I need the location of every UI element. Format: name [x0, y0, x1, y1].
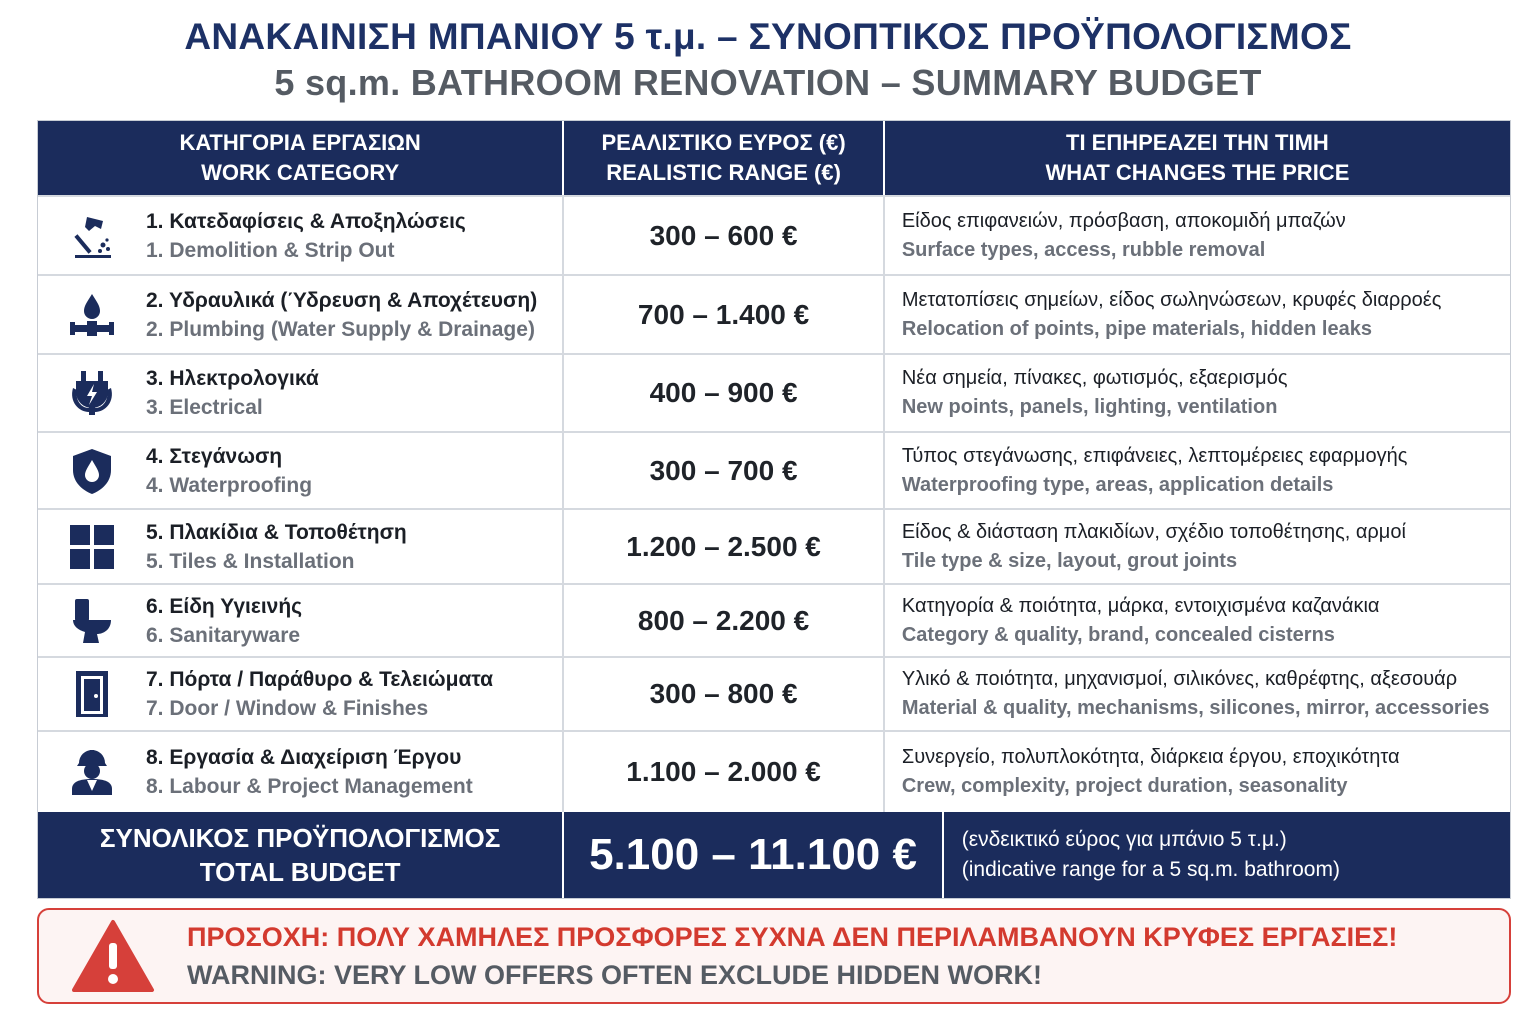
- header-range-gr: ΡΕΑΛΙΣΤΙΚΟ ΕΥΡΟΣ (€): [601, 130, 846, 155]
- row-range: 400 – 900 €: [564, 355, 885, 431]
- budget-table: [37, 120, 1511, 899]
- factors-gr: Τύπος στεγάνωσης, επιφάνειες, λεπτομέρειες εφαρμογής: [901, 444, 1408, 467]
- total-range: 5.100 – 11.100 €: [564, 812, 943, 898]
- factors-gr: Είδος επιφανειών, πρόσβαση, αποκομιδή μπαζών: [901, 209, 1346, 232]
- row-range: 1.100 – 2.000 €: [564, 732, 885, 812]
- total-label: [38, 812, 564, 898]
- header-range-en: REALISTIC RANGE (€): [606, 160, 841, 185]
- row-category: [38, 433, 564, 508]
- total-note-en: (indicative range for a 5 sq.m. bathroom): [961, 858, 1340, 881]
- table-row: [38, 508, 1510, 583]
- hammer-demolition-icon: [38, 211, 146, 261]
- row-factors: [885, 433, 1510, 508]
- category-name-en: 3. Electrical: [146, 396, 263, 419]
- category-name-gr: 8. Εργασία & Διαχείριση Έργου: [146, 746, 462, 769]
- warning-triangle-icon: [39, 919, 187, 993]
- row-category: [38, 276, 564, 353]
- row-factors: [885, 658, 1510, 730]
- category-name-gr: 2. Υδραυλικά (Ύδρευση & Αποχέτευση): [146, 288, 538, 312]
- category-name-en: 1. Demolition & Strip Out: [146, 238, 395, 262]
- factors-en: Category & quality, brand, concealed cisterns: [901, 623, 1335, 646]
- category-name-en: 2. Plumbing (Water Supply & Drainage): [146, 317, 535, 341]
- row-category: [38, 658, 564, 730]
- header-category-gr: ΚΑΤΗΓΟΡΙΑ ΕΡΓΑΣΙΩΝ: [179, 130, 421, 155]
- row-factors: [885, 510, 1510, 583]
- warning-text-en: WARNING: VERY LOW OFFERS OFTEN EXCLUDE HIDDEN WORK!: [187, 960, 1042, 990]
- row-category: [38, 510, 564, 583]
- category-name-en: 6. Sanitaryware: [146, 623, 301, 647]
- row-factors: [885, 585, 1510, 656]
- category-name-gr: 7. Πόρτα / Παράθυρο & Τελειώματα: [146, 668, 494, 691]
- table-row: [38, 274, 1510, 353]
- row-factors: [885, 732, 1510, 812]
- factors-gr: Υλικό & ποιότητα, μηχανισμοί, σιλικόνες, καθρέφτης, αξεσουάρ: [901, 668, 1458, 690]
- row-factors: [885, 355, 1510, 431]
- factors-en: Material & quality, mechanisms, silicones, mirror, accessories: [901, 697, 1490, 719]
- table-row: [38, 656, 1510, 730]
- header-range: [564, 121, 885, 195]
- row-factors: [885, 197, 1510, 274]
- category-name-en: 8. Labour & Project Management: [146, 775, 473, 798]
- row-range: 1.200 – 2.500 €: [564, 510, 885, 583]
- page-subtitle: 5 sq.m. BATHROOM RENOVATION – SUMMARY BUDGET: [274, 62, 1262, 103]
- factors-gr: Είδος & διάσταση πλακιδίων, σχέδιο τοποθέτησης, αρμοί: [901, 520, 1406, 543]
- factors-en: Relocation of points, pipe materials, hidden leaks: [901, 317, 1372, 340]
- factors-en: Tile type & size, layout, grout joints: [901, 549, 1238, 572]
- row-category: [38, 197, 564, 274]
- worker-helmet-icon: [38, 747, 146, 797]
- electric-plug-icon: [38, 368, 146, 418]
- total-label-en: TOTAL BUDGET: [199, 857, 401, 887]
- toilet-icon: [38, 596, 146, 646]
- table-header: [38, 121, 1510, 195]
- table-row: [38, 353, 1510, 431]
- table-row: [38, 195, 1510, 274]
- category-name-en: 7. Door / Window & Finishes: [146, 697, 429, 720]
- header-factors-gr: ΤΙ ΕΠΗΡΕΑΖΕΙ ΤΗΝ ΤΙΜΗ: [1066, 130, 1329, 155]
- header-category-en: WORK CATEGORY: [201, 160, 400, 185]
- category-name-gr: 5. Πλακίδια & Τοποθέτηση: [146, 520, 407, 544]
- factors-gr: Νέα σημεία, πίνακες, φωτισμός, εξαερισμός: [901, 367, 1288, 389]
- table-row: [38, 730, 1510, 812]
- total-label-gr: ΣΥΝΟΛΙΚΟΣ ΠΡΟΫΠΟΛΟΓΙΣΜΟΣ: [99, 823, 501, 853]
- row-category: [38, 585, 564, 656]
- row-range: 300 – 600 €: [564, 197, 885, 274]
- category-name-gr: 1. Κατεδαφίσεις & Αποξηλώσεις: [146, 209, 466, 233]
- header-factors-en: WHAT CHANGES THE PRICE: [1045, 160, 1350, 185]
- category-name-en: 5. Tiles & Installation: [146, 549, 355, 573]
- table-row: [38, 431, 1510, 508]
- row-category: [38, 355, 564, 431]
- row-range: 800 – 2.200 €: [564, 585, 885, 656]
- warning-text-gr: ΠΡΟΣΟΧΗ: ΠΟΛΥ ΧΑΜΗΛΕΣ ΠΡΟΣΦΟΡΕΣ ΣΥΧΝΑ ΔΕΝ ΠΕΡΙΛΑΜΒΑΝΟΥΝ ΚΡΥΦΕΣ ΕΡΓΑΣΙΕΣ!: [187, 922, 1398, 952]
- total-note-gr: (ενδεικτικό εύρος για μπάνιο 5 τ.μ.): [961, 828, 1287, 851]
- category-name-gr: 4. Στεγάνωση: [146, 444, 283, 468]
- total-note: [944, 812, 1510, 898]
- total-row: [38, 812, 1510, 898]
- category-name-gr: 6. Είδη Υγιεινής: [146, 594, 303, 618]
- row-category: [38, 732, 564, 812]
- header-factors: [885, 121, 1510, 195]
- plumbing-pipe-icon: [38, 290, 146, 340]
- table-row: [38, 583, 1510, 656]
- category-name-gr: 3. Ηλεκτρολογικά: [146, 367, 319, 390]
- row-range: 300 – 800 €: [564, 658, 885, 730]
- factors-gr: Κατηγορία & ποιότητα, μάρκα, εντοιχισμένα καζανάκια: [901, 594, 1380, 617]
- row-factors: [885, 276, 1510, 353]
- page-title: ΑΝΑΚΑΙΝΙΣΗ ΜΠΑΝΙΟΥ 5 τ.μ. – ΣΥΝΟΠΤΙΚΟΣ ΠΡΟΫΠΟΛΟΓΙΣΜΟΣ: [184, 16, 1352, 57]
- warning-box: [37, 908, 1511, 1004]
- factors-en: Surface types, access, rubble removal: [901, 238, 1266, 261]
- row-range: 700 – 1.400 €: [564, 276, 885, 353]
- factors-gr: Μετατοπίσεις σημείων, είδος σωληνώσεων, κρυφές διαρροές: [901, 288, 1442, 311]
- tiles-icon: [38, 522, 146, 572]
- category-name-en: 4. Waterproofing: [146, 473, 313, 497]
- door-icon: [38, 669, 146, 719]
- header-category: [38, 121, 564, 195]
- waterproof-shield-icon: [38, 446, 146, 496]
- factors-gr: Συνεργείο, πολυπλοκότητα, διάρκεια έργου, εποχικότητα: [901, 746, 1400, 768]
- factors-en: Crew, complexity, project duration, seasonality: [901, 775, 1348, 797]
- row-range: 300 – 700 €: [564, 433, 885, 508]
- factors-en: New points, panels, lighting, ventilation: [901, 396, 1278, 418]
- factors-en: Waterproofing type, areas, application details: [901, 473, 1334, 496]
